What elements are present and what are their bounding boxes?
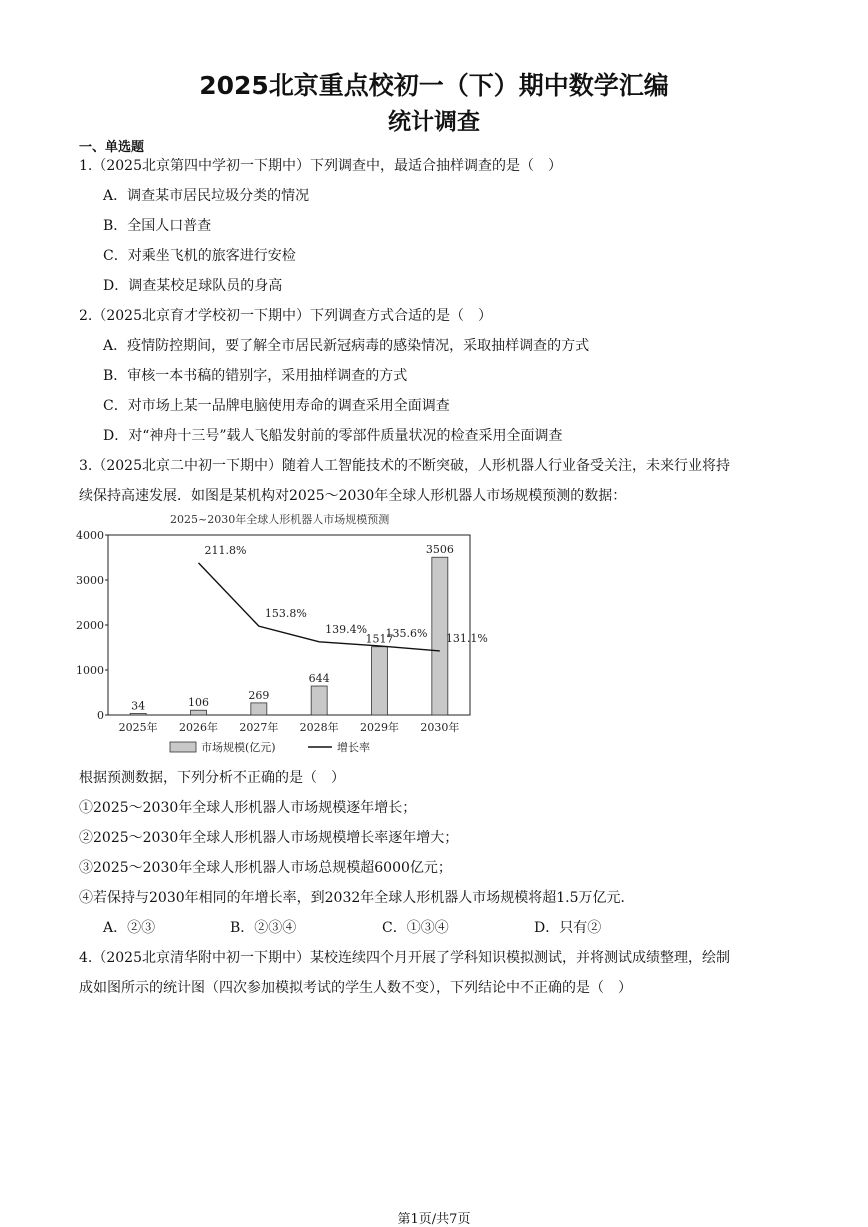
bar-value-label: 644	[308, 672, 330, 686]
bar	[130, 713, 146, 715]
page-subtitle: 统计调查	[388, 109, 480, 135]
question-2-option-b: B．审核一本书稿的错别字，采用抽样调查的方式	[103, 368, 408, 384]
question-3-statement-4: ④若保持与2030年相同的年增长率，到2032年全球人形机器人市场规模将超1.5万亿元．	[79, 890, 635, 906]
question-4-stem-line1: 4.（2025北京清华附中初一下期中）某校连续四个月开展了学科知识模拟测试，并将测试成绩整理，绘制	[79, 950, 730, 966]
question-3-statement-2: ②2025～2030年全球人形机器人市场规模增长率逐年增大；	[79, 830, 459, 846]
question-1-option-c: C．对乘坐飞机的旅客进行安检	[103, 248, 296, 264]
page-title: 2025北京重点校初一（下）期中数学汇编	[199, 71, 669, 100]
y-tick-label: 4000	[76, 529, 104, 542]
x-tick-label: 2026年	[179, 721, 218, 734]
bar	[372, 647, 388, 715]
question-3-prompt: 根据预测数据，下列分析不正确的是（ ）	[79, 770, 345, 786]
legend-line-label: 增长率	[337, 741, 370, 754]
x-tick-label: 2027年	[239, 721, 279, 734]
y-tick-label: 1000	[76, 664, 104, 677]
y-tick-label: 0	[97, 709, 104, 722]
question-3-choice-b: B．②③④	[230, 920, 297, 936]
question-2-stem: 2.（2025北京育才学校初一下期中）下列调查方式合适的是（ ）	[79, 308, 492, 324]
question-3-statement-3: ③2025～2030年全球人形机器人市场总规模超6000亿元；	[79, 860, 452, 876]
y-tick-label: 2000	[76, 619, 104, 632]
growth-rate-label: 131.1%	[445, 631, 488, 645]
chart-plot-frame	[108, 535, 470, 715]
question-3-choice-a: A．②③	[103, 920, 156, 936]
y-tick-label: 3000	[76, 574, 104, 587]
x-tick-label: 2025年	[118, 721, 158, 734]
bar-value-label: 269	[248, 688, 270, 702]
question-3-choice-d: D．只有②	[534, 920, 602, 936]
growth-rate-label: 139.4%	[325, 622, 368, 636]
bar	[311, 686, 327, 715]
question-3-choice-c: C．①③④	[382, 920, 449, 936]
x-tick-label: 2029年	[360, 721, 399, 734]
bar-value-label: 106	[188, 696, 209, 710]
question-3-statement-1: ①2025～2030年全球人形机器人市场规模逐年增长；	[79, 800, 417, 816]
legend-bar-swatch	[170, 742, 196, 752]
legend-bar-label: 市场规模(亿元)	[201, 741, 276, 754]
growth-rate-label: 211.8%	[204, 543, 247, 557]
bar-value-label: 1517	[365, 632, 394, 646]
question-1-option-b: B．全国人口普查	[103, 218, 212, 234]
bar-value-label: 34	[131, 699, 146, 713]
x-tick-label: 2030年	[420, 721, 460, 734]
chart-title: 2025~2030年全球人形机器人市场规模预测	[170, 513, 390, 526]
question-2-option-c: C．对市场上某一品牌电脑使用寿命的调查采用全面调查	[103, 398, 450, 414]
question-3-stem-line1: 3.（2025北京二中初一下期中）随着人工智能技术的不断突破，人形机器人行业备受关注，未来行业将持	[79, 458, 730, 474]
page-footer: 第1页/共7页	[397, 1212, 471, 1227]
question-3-stem-line2: 续保持高速发展．如图是某机构对2025～2030年全球人形机器人市场规模预测的数据：	[79, 488, 627, 504]
bar	[191, 710, 207, 715]
question-1-option-d: D．调查某校足球队员的身高	[103, 278, 283, 294]
section-heading: 一、单选题	[79, 140, 145, 155]
question-1-option-a: A．调查某市居民垃圾分类的情况	[103, 188, 310, 204]
question-1-stem: 1.（2025北京第四中学初一下期中）下列调查中，最适合抽样调查的是（ ）	[79, 158, 562, 174]
growth-rate-label: 153.8%	[264, 607, 307, 621]
growth-rate-label: 135.6%	[385, 626, 428, 640]
question-4-stem-line2: 成如图所示的统计图（四次参加模拟考试的学生人数不变），下列结论中不正确的是（ ）	[79, 980, 632, 996]
bar	[251, 703, 267, 715]
question-2-option-a: A．疫情防控期间，要了解全市居民新冠病毒的感染情况，采取抽样调查的方式	[103, 338, 590, 354]
question-2-option-d: D．对“神舟十三号”载人飞船发射前的零部件质量状况的检查采用全面调查	[103, 428, 563, 444]
bar-value-label: 3506	[425, 543, 454, 557]
x-tick-label: 2028年	[299, 721, 339, 734]
market-size-chart	[70, 508, 490, 770]
